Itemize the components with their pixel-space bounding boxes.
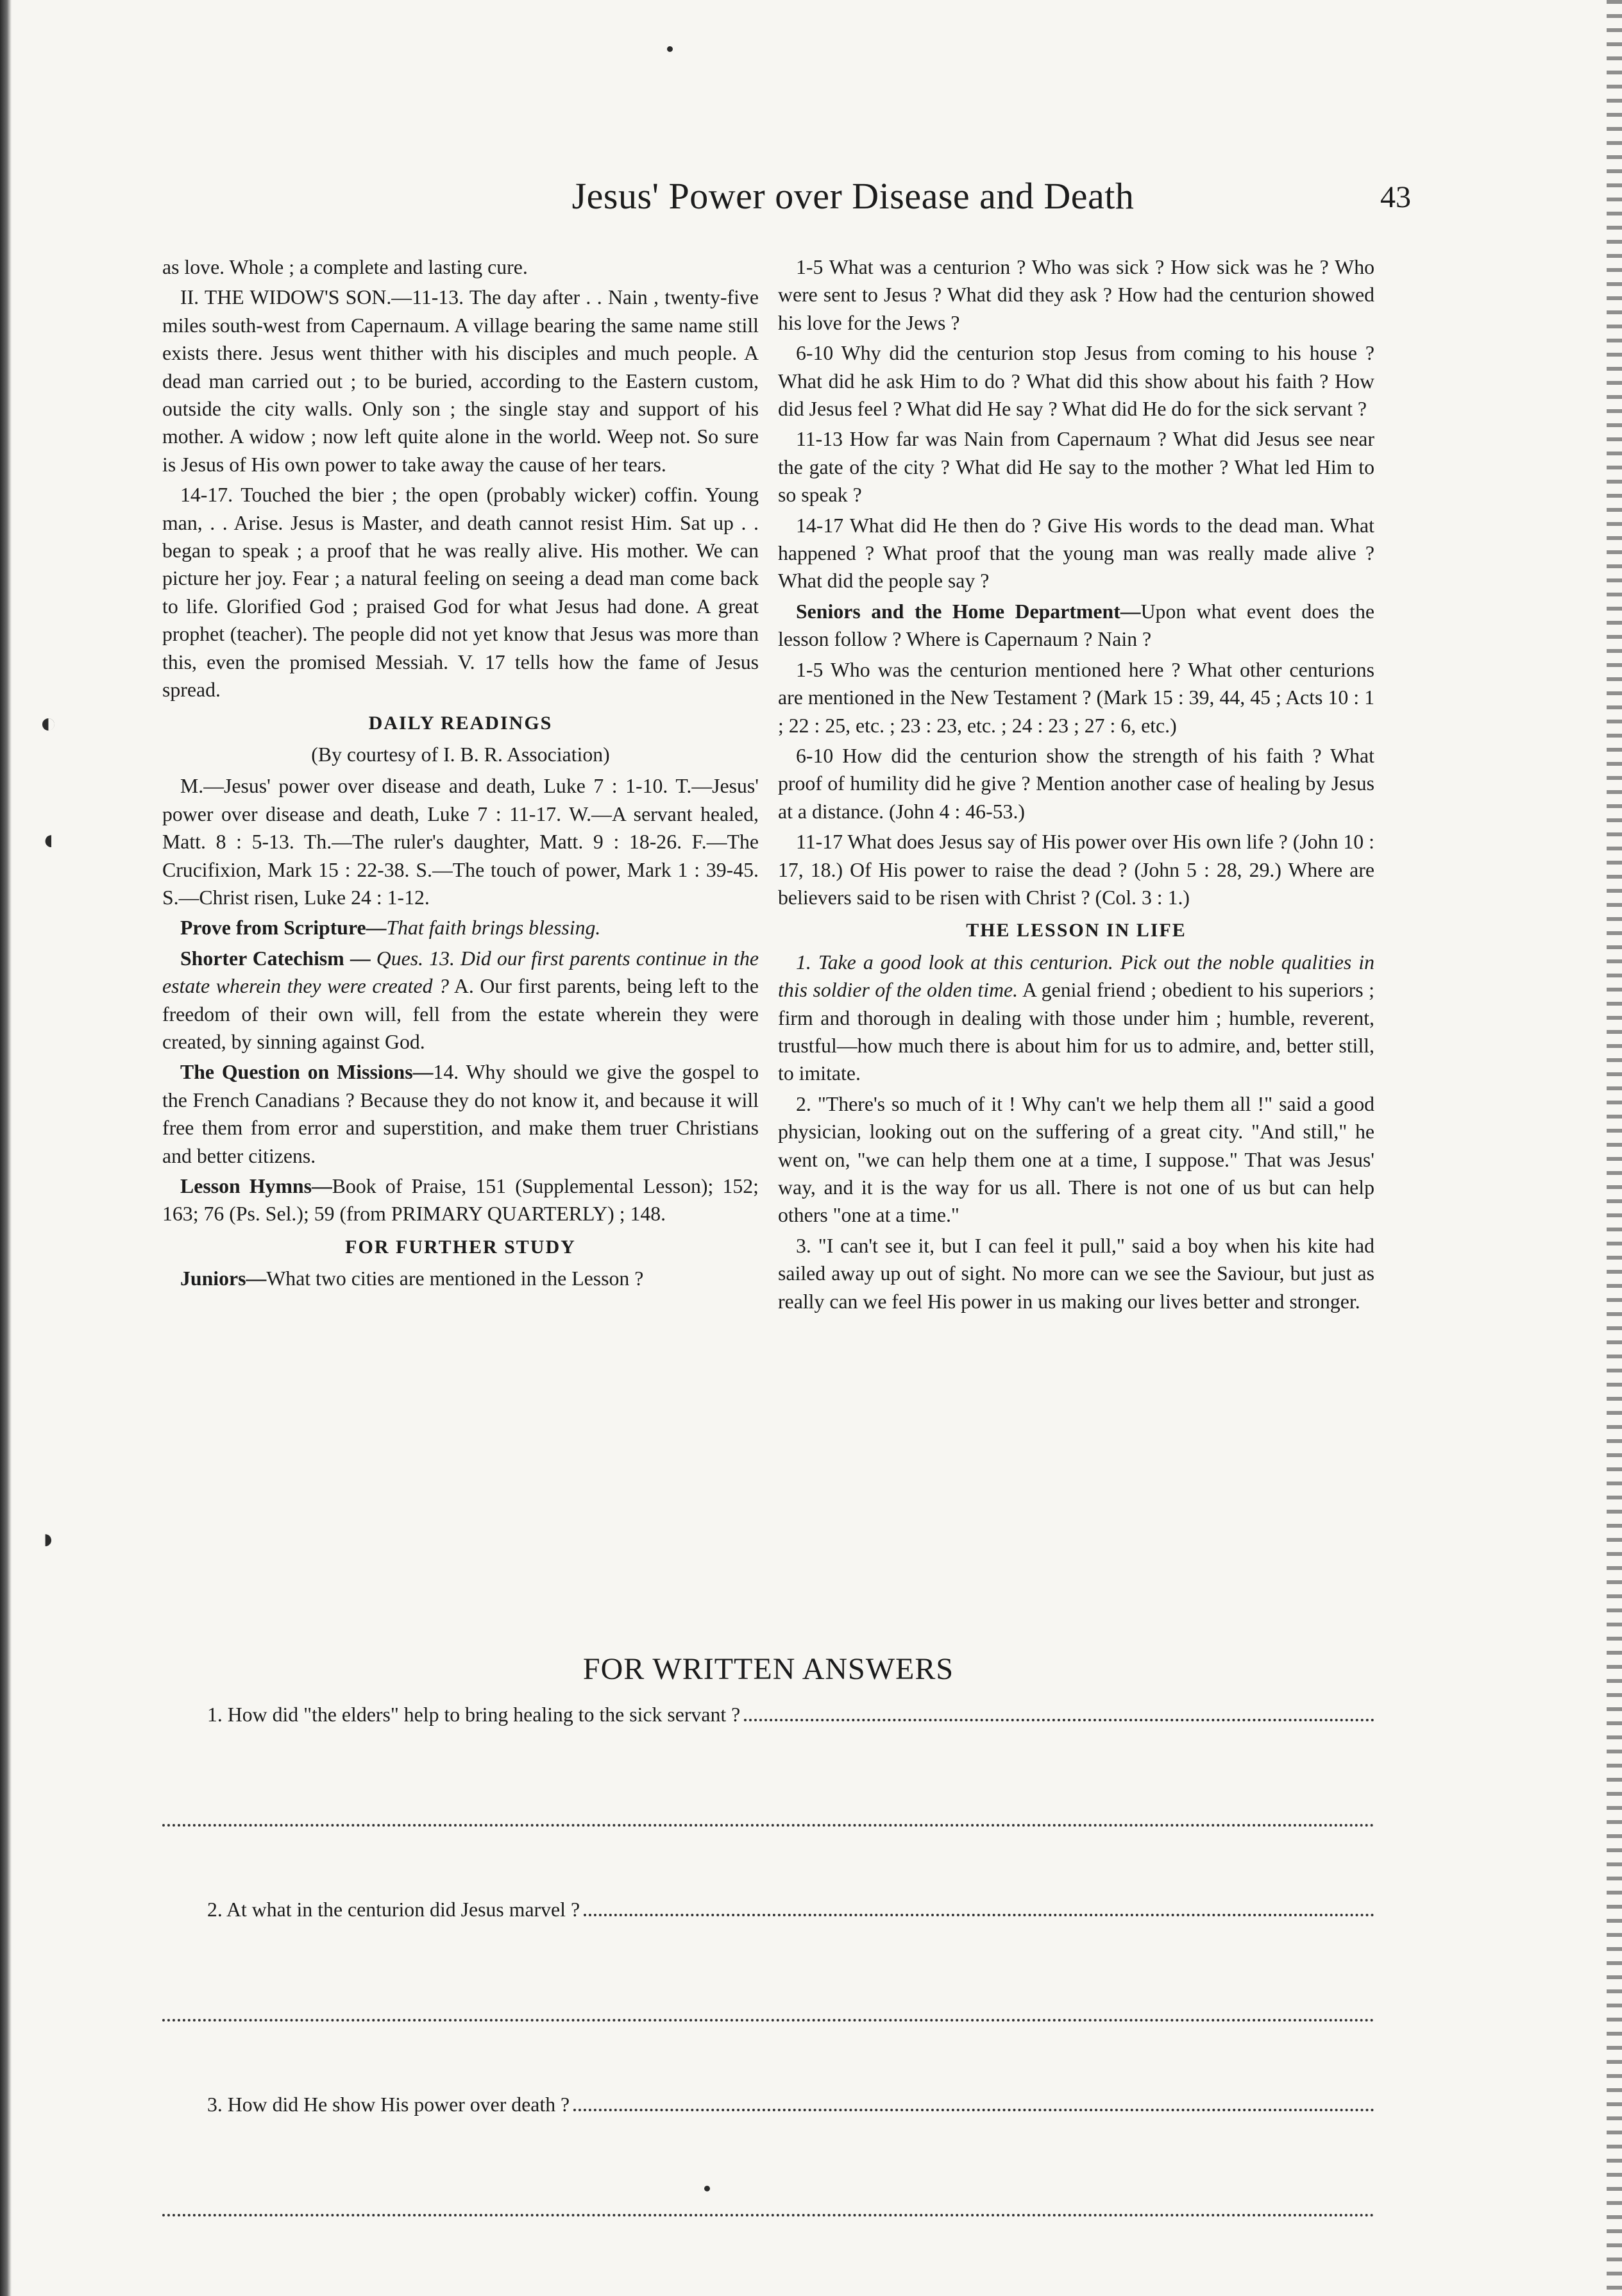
- margin-mark: ◐: [40, 707, 57, 739]
- left-column: [162, 253, 759, 1296]
- daily-readings-list: M.—Jesus' power over disease and death, Luke 7 : 1-10. T.—Jesus' power over disease and death, Luke 7 : 11-17. W.—A servant healed, Matt. 8 : 5-13. Th.—The ruler's daughter, Matt. 9 : 18-26. F.—The Crucifixion, Mark 15 : 22-38. S.—The touch of power, Mark 1 : 39-45. S.—Christ risen, Luke 24 : 1-12.: [162, 775, 759, 909]
- written-question-text: 2. At what in the centurion did Jesus marvel ?: [207, 1898, 580, 1921]
- answer-line[interactable]: [162, 2004, 1374, 2022]
- question-on-missions: [162, 1058, 759, 1170]
- written-answers-section: [162, 1651, 1374, 2288]
- lesson-life-3: 3. "I can't see it, but I can feel it pull," said a boy when his kite had sailed away up out of sight. No more can we see the Saviour, but just as really can we feel His power in us making our lives better and stronger.: [778, 1234, 1374, 1313]
- catechism-label: Shorter Catechism —: [180, 947, 376, 970]
- binding-edge: [0, 0, 12, 2296]
- answer-line[interactable]: [744, 1705, 1374, 1721]
- shorter-catechism: [162, 945, 759, 1056]
- lesson-life-1: [778, 949, 1374, 1088]
- lesson-life-1-lead: 1. Take a good look at this centurion. Pick out the noble qualities in this soldier of the olden time.: [778, 950, 1374, 1002]
- missions-text: 14. Why should we give the gospel to the French Canadians ? Because they do not know it, and because it will free them from error and superstition, and make them truer Christians and better citizens.: [162, 1061, 759, 1167]
- lesson-in-life-heading: THE LESSON IN LIFE: [966, 920, 1187, 941]
- juniors-q-1-5: 1-5 What was a centurion ? Who was sick ? How sick was he ? Who were sent to Jesus ? What did they ask ? How had the centurion showed his love for the Jews ?: [778, 256, 1374, 334]
- written-answers-heading: FOR WRITTEN ANSWERS: [582, 1652, 954, 1686]
- seniors-q-1-5: 1-5 Who was the centurion mentioned here ? What other centurions are mentioned in the New Testament ? (Mark 15 : 39, 44, 45 ; Acts 10 : 1 ; 22 : 25, etc. ; 23 : 23, etc. ; 24 : 23 ; 27 : 6, etc.): [778, 658, 1374, 737]
- missions-label: The Question on Missions—: [180, 1061, 434, 1084]
- seniors-intro: [778, 598, 1374, 654]
- lesson-hymns: [162, 1172, 759, 1228]
- written-question: [162, 1703, 1374, 1742]
- answer-line[interactable]: [584, 1900, 1374, 1916]
- written-question: [162, 1898, 1374, 1937]
- written-question-text: 1. How did "the elders" help to bring healing to the sick servant ?: [207, 1703, 741, 1726]
- daily-readings-heading: DAILY READINGS: [368, 712, 553, 734]
- prove-label: Prove from Scripture—: [180, 916, 387, 940]
- page-number: 43: [1380, 180, 1411, 214]
- hymns-text: Book of Praise, 151 (Supplemental Lesson); 152; 163; 76 (Ps. Sel.); 59 (from PRIMARY QUARTERLY) ; 148.: [162, 1175, 759, 1226]
- lesson-life-2: 2. "There's so much of it ! Why can't we help them all !" said a good physician, looking out on the suffering of a great city. "And still," he went on, "we can help them one at a time, I suppose." That was Jesus' way, and it is the way for us all. There is not one of us but can help others "one at a time.": [778, 1092, 1374, 1227]
- verses-14-17-paragraph: 14-17. Touched the bier ; the open (probably wicker) coffin. Young man, . . Arise. Jesus is Master, and death cannot resist Him. Sat up . . began to speak ; a proof that he was really alive. His mother. We can picture her joy. Fear ; a natural feeling on seeing a dead man come back to life. Glorified God ; praised God for what Jesus had done. A great prophet (teacher). The people did not yet know that Jesus was more than this, even the promised Messiah. V. 17 tells how the fame of Jesus spread.: [162, 484, 759, 702]
- daily-readings-courtesy: (By courtesy of I. B. R. Association): [311, 743, 610, 766]
- prove-text: That faith brings blessing.: [386, 916, 601, 940]
- lesson-life-1-body: A genial friend ; obedient to his superiors ; firm and thorough in dealing with those under him ; humble, reverent, trustful—how much there is about him for us to admire, and, better still, to imitate.: [778, 979, 1374, 1085]
- seniors-q-6-10: 6-10 How did the centurion show the strength of his faith ? What proof of humility did he give ? Mention another case of healing by Jesus at a distance. (John 4 : 46-53.): [778, 744, 1374, 823]
- seniors-q-11-17: 11-17 What does Jesus say of His power over His own life ? (John 10 : 17, 18.) Of His power to raise the dead ? (John 5 : 28, 29.) Where are believers said to be risen with Christ ? (Col. 3 : 1.): [778, 831, 1374, 909]
- hymns-label: Lesson Hymns—: [180, 1175, 332, 1197]
- juniors-q-14-17: 14-17 What did He then do ? Give His words to the dead man. What happened ? What proof that the young man was really made alive ? What did the people say ?: [778, 514, 1374, 593]
- intro-paragraph: as love. Whole ; a complete and lasting cure.: [162, 256, 528, 278]
- answer-line[interactable]: [162, 2199, 1374, 2216]
- catechism-question: Ques. 13. Did our first parents continue in the estate wherein they were created ?: [162, 947, 759, 998]
- print-dot: [667, 46, 673, 52]
- answer-line[interactable]: [573, 2095, 1374, 2111]
- juniors-text: What two cities are mentioned in the Lesson ?: [266, 1267, 644, 1290]
- written-question-text: 3. How did He show His power over death ?: [207, 2093, 570, 2116]
- widows-son-paragraph: II. THE WIDOW'S SON.—11-13. The day after . . Nain , twenty-five miles south-west from Capernaum. A village bearing the same name still exists there. Jesus went thither with his disciples and much people. A dead man carried out ; to be buried, according to the Eastern custom, outside the city walls. Only son ; the single stay and support of his mother. A widow ; now left quite alone in the world. Weep not. So sure is Jesus of His own power to take away the cause of her tears.: [162, 286, 759, 476]
- juniors-q-6-10: 6-10 Why did the centurion stop Jesus from coming to his house ? What did he ask Him to do ? What did this show about his faith ? How did Jesus feel ? What did He say ? What did He do for the sick servant ?: [778, 342, 1374, 421]
- right-column: [778, 253, 1374, 1318]
- seniors-text: Upon what event does the lesson follow ? Where is Capernaum ? Nain ?: [778, 600, 1374, 651]
- juniors-question: [162, 1265, 759, 1292]
- prove-from-scripture: [162, 914, 759, 941]
- juniors-q-11-13: 11-13 How far was Nain from Capernaum ? What did Jesus see near the gate of the city ? What did He say to the mother ? What led Him to so speak ?: [778, 428, 1374, 507]
- written-question: [162, 2093, 1374, 2132]
- juniors-label: Juniors—: [180, 1267, 267, 1290]
- seniors-label: Seniors and the Home Department—: [796, 600, 1141, 623]
- catechism-answer: A. Our first parents, being left to the freedom of their own will, fell from the estate wherein they were created, by sinning against God.: [162, 975, 759, 1053]
- running-head: Jesus' Power over Disease and Death: [571, 175, 1135, 217]
- page-edge-shadow: [1607, 0, 1622, 2296]
- answer-line[interactable]: [162, 1809, 1374, 1827]
- further-study-heading: FOR FURTHER STUDY: [345, 1236, 576, 1258]
- margin-mark: ◖: [40, 824, 57, 856]
- margin-mark: ◗: [40, 1523, 57, 1555]
